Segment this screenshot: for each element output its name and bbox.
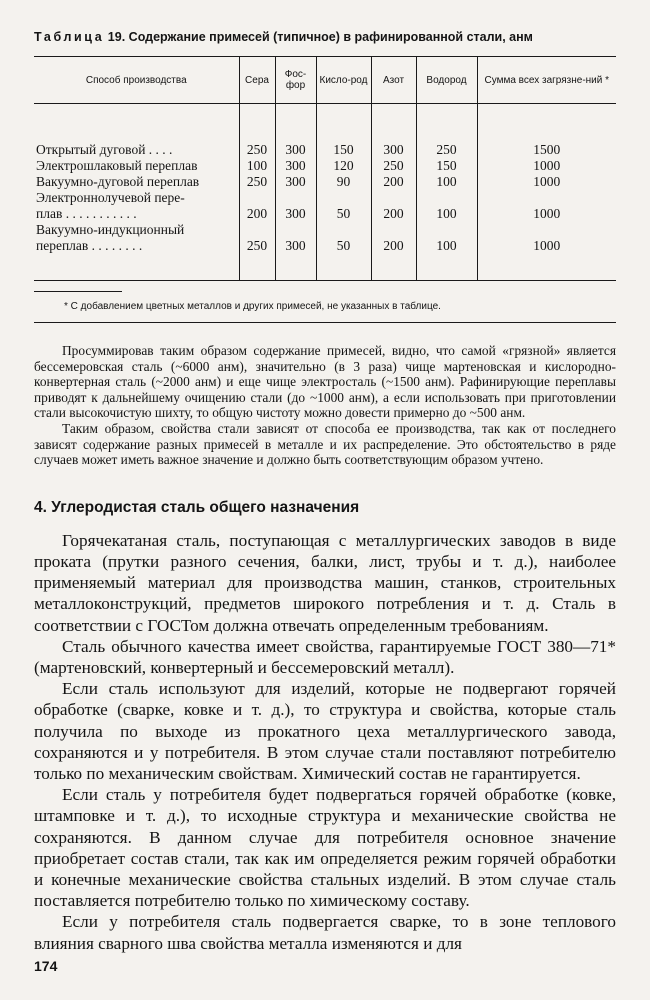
header-oxygen: Кисло-род xyxy=(316,57,371,104)
value-cell: 50 xyxy=(316,222,371,281)
table-header-row xyxy=(34,57,616,104)
value-cell: 250 xyxy=(239,104,275,159)
header-sulfur: Сера xyxy=(239,57,275,104)
table-row xyxy=(34,104,616,159)
value-cell: 100 xyxy=(416,190,477,222)
value-cell: 1000 xyxy=(477,222,616,281)
header-method: Способ производства xyxy=(34,57,239,104)
section-heading: 4. Углеродистая сталь общего назначения xyxy=(34,498,360,516)
value-cell: 300 xyxy=(275,190,316,222)
method-cell xyxy=(34,222,239,281)
value-cell: 300 xyxy=(371,104,416,159)
body-paragraph: Сталь обычного качества имеет свойства, гарантируемые ГОСТ 380—71* (мартеновский, конвертерный и бессемеровский металл). xyxy=(34,636,616,677)
body-paragraph: Если у потребителя сталь подвергается сварке, то в зоне теплового влияния сварного шва свойства металла изменяются и для xyxy=(34,912,616,953)
value-cell: 300 xyxy=(275,104,316,159)
body-paragraph: Если сталь у потребителя будет подвергаться горячей обработке (ковке, штамповке и т. д.), то исходные структура и механические свойства не сохраняются. В данном случае для потребителя основное значение приобретает состав стали, так как им определяется режим горячей обработки и конечные механические свойства стальных изделий. В этом случае сталь поставляется потребителю только по химическому составу. xyxy=(34,785,616,911)
footnote-rule xyxy=(34,291,122,292)
value-cell: 1000 xyxy=(477,190,616,222)
method-cell xyxy=(34,158,239,174)
method-line: Электроннолучевой пере- xyxy=(36,190,185,205)
method-cell xyxy=(34,190,239,222)
table-row xyxy=(34,190,616,222)
value-cell: 100 xyxy=(416,174,477,190)
value-cell: 150 xyxy=(316,104,371,159)
value-cell: 200 xyxy=(239,190,275,222)
value-cell: 150 xyxy=(416,158,477,174)
table-row xyxy=(34,158,616,174)
value-cell: 300 xyxy=(275,222,316,281)
small-paragraph: Просуммировав таким образом содержание примесей, видно, что самой «грязной» является бессемеровская сталь (~6000 анм), значительно (в 3 раза) чище мартеновская и кислородно-конвертерная сталь (~2000 анм) и еще чище электросталь (~1500 анм). Рафинирующие переплавы приводят к дальнейшему очищению стали (до ~1000 анм), а если использовать при приготовлении стали высокочистую шихту, то общую чистоту можно довести примерно до ~500 анм. xyxy=(34,343,616,421)
table-caption-label: Таблица xyxy=(34,30,105,44)
table-caption-number: 19. xyxy=(107,30,126,44)
value-cell: 300 xyxy=(275,174,316,190)
method-line: Вакуумно-индукционный xyxy=(36,222,185,237)
header-nitrogen: Азот xyxy=(371,57,416,104)
value-cell: 1500 xyxy=(477,104,616,159)
header-total: Сумма всех загрязне-ний * xyxy=(477,57,616,104)
method-line: Электрошлаковый переплав xyxy=(36,158,198,173)
table-caption-title: Содержание примесей (типичное) в рафинированной стали, анм xyxy=(128,30,533,44)
method-cell xyxy=(34,104,239,159)
small-paragraph: Таким образом, свойства стали зависят от способа ее производства, так как от последнего зависят содержание разных примесей в металле и их распределение. Это обстоятельство в ряде случаев может иметь важное значение и должно быть соответствующим образом учтено. xyxy=(34,420,616,468)
table-footnote: * С добавлением цветных металлов и других примесей, не указанных в таблице. xyxy=(34,301,616,323)
body-paragraph: Горячекатаная сталь, поступающая с металлургических заводов в виде проката (прутки разного сечения, балки, лист, трубы и т. д.), наиболее применяемый материал для производства машин, станков, строительных металлоконструкций, предметов широкого потребления и т. д. Сталь в соответствии с ГОСТом должна отвечать определенным требованиям. xyxy=(34,530,616,635)
value-cell: 250 xyxy=(239,174,275,190)
value-cell: 200 xyxy=(371,174,416,190)
method-line: Вакуумно-дуговой переплав xyxy=(36,174,200,189)
body-paragraph: Если сталь используют для изделий, которые не подвергают горячей обработке (сварке, ковке и т. д.), то структура и свойства, которые сталь получила по выходе из прокатного цеха металлургического завода, сохраняются и у потребителя. В этом случае стали поставляют потребителю только по механическим свойствам. Химический состав не гарантируется. xyxy=(34,679,616,783)
page-number: 174 xyxy=(34,958,58,974)
value-cell: 250 xyxy=(239,222,275,281)
body-text-block xyxy=(34,530,616,954)
header-hydrogen: Водород xyxy=(416,57,477,104)
method-line: плав . . . . . . . . . . . xyxy=(36,206,137,221)
value-cell: 90 xyxy=(316,174,371,190)
small-text-block xyxy=(34,343,616,468)
table-body xyxy=(34,104,616,281)
value-cell: 50 xyxy=(316,190,371,222)
value-cell: 120 xyxy=(316,158,371,174)
page-content xyxy=(34,30,616,954)
method-cell xyxy=(34,174,239,190)
value-cell: 1000 xyxy=(477,158,616,174)
value-cell: 100 xyxy=(239,158,275,174)
impurities-table xyxy=(34,56,616,281)
method-line: Открытый дуговой . . . . xyxy=(36,142,173,157)
value-cell: 200 xyxy=(371,190,416,222)
value-cell: 300 xyxy=(275,158,316,174)
method-line: переплав . . . . . . . . xyxy=(36,238,143,253)
value-cell: 100 xyxy=(416,222,477,281)
value-cell: 1000 xyxy=(477,174,616,190)
table-caption xyxy=(34,30,616,44)
value-cell: 250 xyxy=(371,158,416,174)
table-row xyxy=(34,222,616,281)
table-row xyxy=(34,174,616,190)
header-phosphorus: Фос-фор xyxy=(275,57,316,104)
value-cell: 250 xyxy=(416,104,477,159)
value-cell: 200 xyxy=(371,222,416,281)
